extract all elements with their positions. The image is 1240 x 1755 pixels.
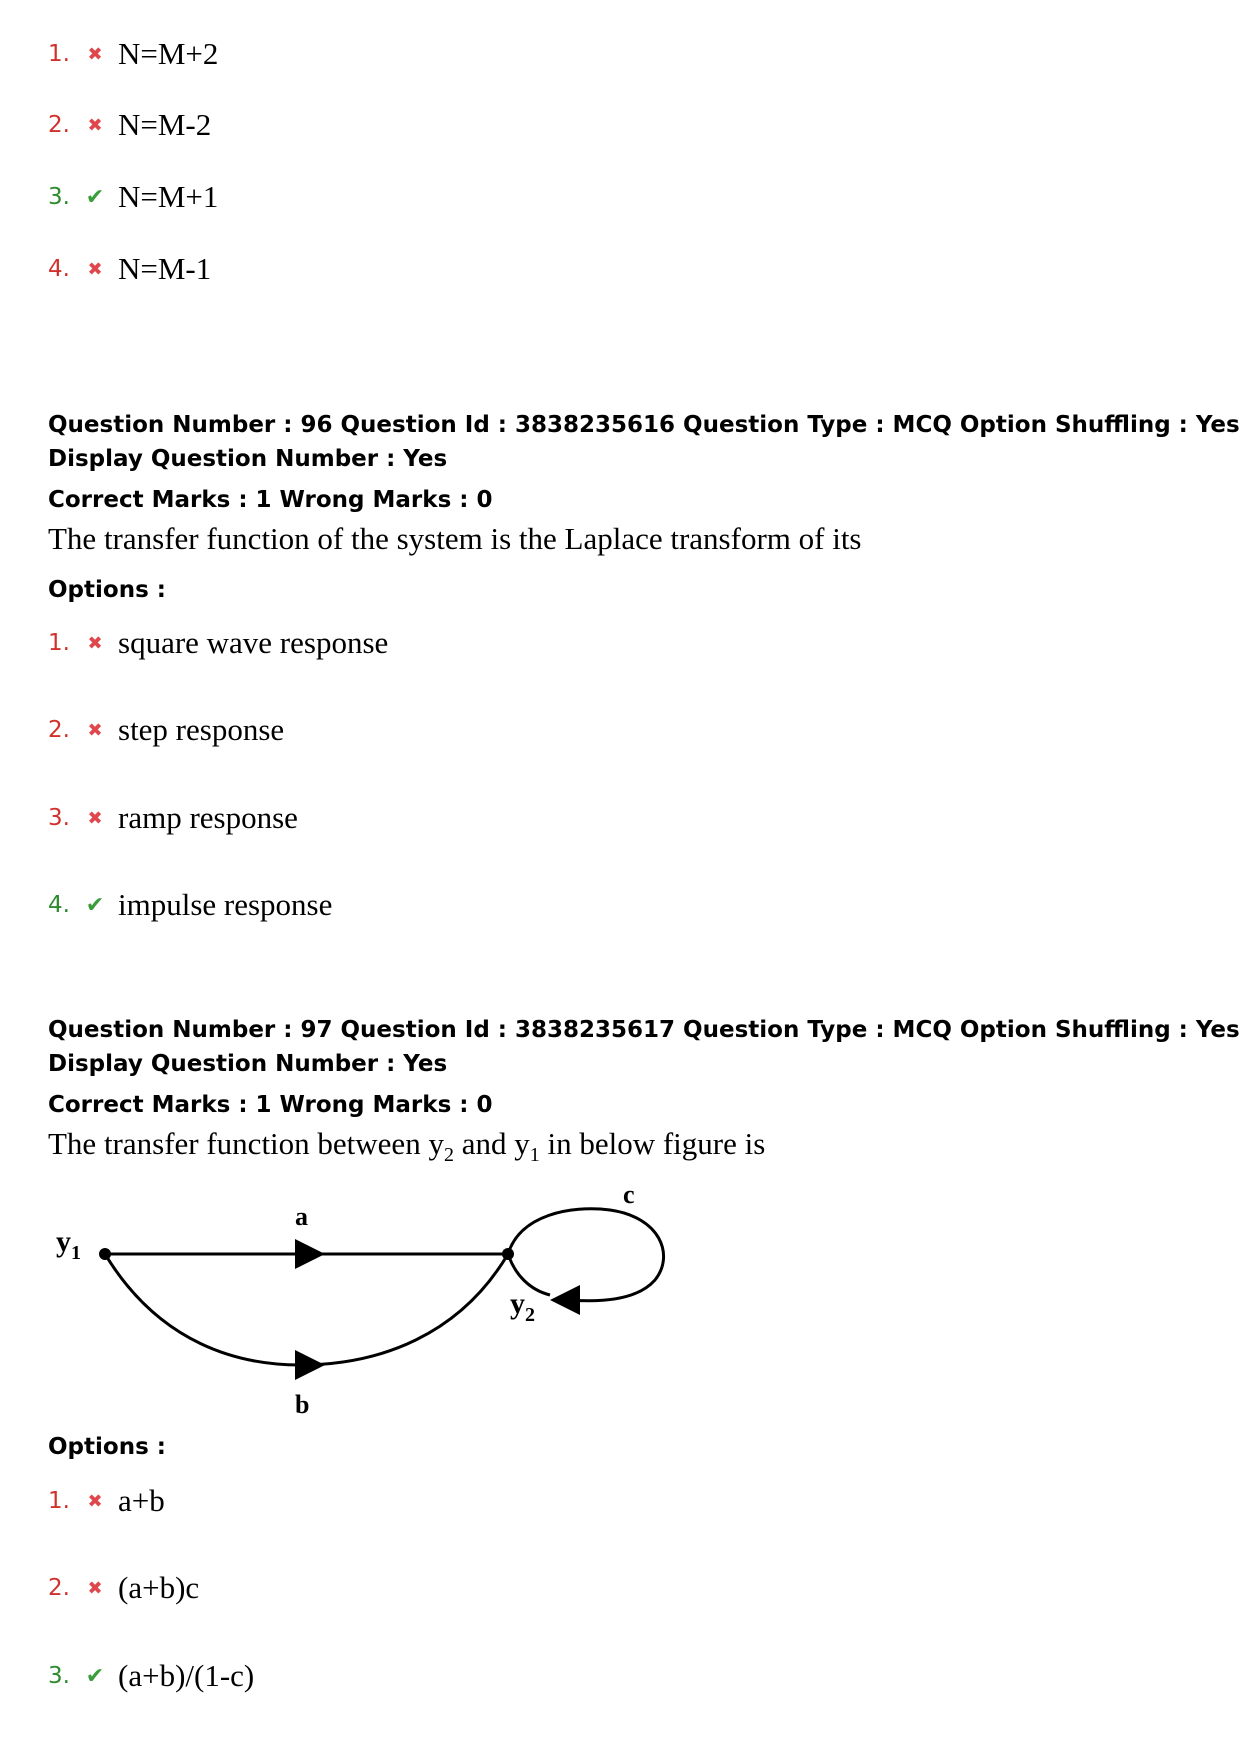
q96-option-4: [48, 885, 332, 925]
label-y2-base: y: [510, 1287, 525, 1320]
node-y2: [502, 1248, 514, 1260]
option-number: 2.: [48, 112, 70, 138]
option-text: N=M+1: [118, 179, 219, 214]
option-number: 4.: [48, 892, 70, 918]
option-text: a+b: [118, 1483, 165, 1518]
option-text: (a+b)c: [118, 1570, 200, 1605]
check-mark-icon: ✔: [85, 892, 105, 918]
q96-option-2: [48, 710, 284, 750]
q97-text-sub2: 1: [529, 1144, 540, 1167]
option-number: 2.: [48, 717, 70, 743]
option-text: square wave response: [118, 625, 389, 660]
q97-text-part3: in below figure is: [539, 1126, 766, 1161]
check-mark-icon: ✔: [85, 184, 105, 210]
option-text: ramp response: [118, 800, 298, 835]
option-number: 1.: [48, 1488, 70, 1514]
q96-options-label: Options :: [48, 577, 166, 603]
option-text: step response: [118, 712, 285, 747]
cross-mark-icon: ✖: [87, 43, 103, 65]
label-c: c: [623, 1180, 635, 1209]
branch-b-arrow: [295, 1350, 325, 1380]
node-y1: [99, 1248, 111, 1260]
option-number: 4.: [48, 256, 70, 282]
q97-meta-line1: Question Number : 97 Question Id : 3838235617 Question Type : MCQ Option Shuffling : Yes: [48, 1017, 1240, 1043]
prev-option-4: [48, 249, 211, 289]
cross-mark-icon: ✖: [87, 719, 103, 741]
q97-text-part2: and y: [453, 1126, 530, 1161]
label-y2-sub: 2: [525, 1304, 535, 1326]
prev-option-1: [48, 34, 218, 74]
option-number: 2.: [48, 1575, 70, 1601]
option-text: N=M+2: [118, 36, 219, 71]
option-number: 3.: [48, 184, 70, 210]
branch-b-curve: [105, 1254, 508, 1365]
label-b: b: [295, 1390, 310, 1419]
option-number: 1.: [48, 41, 70, 67]
cross-mark-icon: ✖: [87, 1577, 103, 1599]
label-y1-sub: 1: [71, 1242, 81, 1264]
option-text: impulse response: [118, 887, 333, 922]
q96-option-3: [48, 798, 298, 838]
label-a: a: [295, 1202, 308, 1231]
q97-option-2: [48, 1568, 199, 1608]
q97-question-text: [48, 1126, 765, 1167]
cross-mark-icon: ✖: [87, 1490, 103, 1512]
label-y1: [56, 1225, 81, 1264]
q97-options-label: Options :: [48, 1434, 166, 1460]
option-text: N=M-1: [118, 251, 212, 286]
signal-flow-graph: [40, 1175, 700, 1425]
q96-marks: Correct Marks : 1 Wrong Marks : 0: [48, 487, 493, 513]
option-number: 3.: [48, 1663, 70, 1689]
q97-option-1: [48, 1481, 165, 1521]
q97-meta-line2: Display Question Number : Yes: [48, 1051, 448, 1077]
option-number: 3.: [48, 805, 70, 831]
q96-meta-line1: Question Number : 96 Question Id : 3838235616 Question Type : MCQ Option Shuffling : Yes: [48, 412, 1240, 438]
loop-c-arrow: [550, 1285, 580, 1315]
q97-marks: Correct Marks : 1 Wrong Marks : 0: [48, 1092, 493, 1118]
q97-text-part1: The transfer function between y: [48, 1126, 444, 1161]
q97-text-sub1: 2: [443, 1144, 454, 1167]
prev-option-3: [48, 177, 218, 217]
cross-mark-icon: ✖: [87, 807, 103, 829]
option-text: (a+b)/(1-c): [118, 1658, 255, 1693]
cross-mark-icon: ✖: [87, 258, 103, 280]
label-y2: [510, 1287, 535, 1326]
option-text: N=M-2: [118, 107, 212, 142]
q96-option-1: [48, 623, 388, 663]
check-mark-icon: ✔: [85, 1663, 105, 1689]
cross-mark-icon: ✖: [87, 632, 103, 654]
label-y1-base: y: [56, 1225, 71, 1258]
q96-meta-line2: Display Question Number : Yes: [48, 446, 448, 472]
cross-mark-icon: ✖: [87, 114, 103, 136]
q96-question-text: The transfer function of the system is the Laplace transform of its: [48, 521, 862, 556]
prev-option-2: [48, 105, 211, 145]
branch-a-arrow: [295, 1239, 325, 1269]
q97-option-3: [48, 1656, 254, 1696]
option-number: 1.: [48, 630, 70, 656]
